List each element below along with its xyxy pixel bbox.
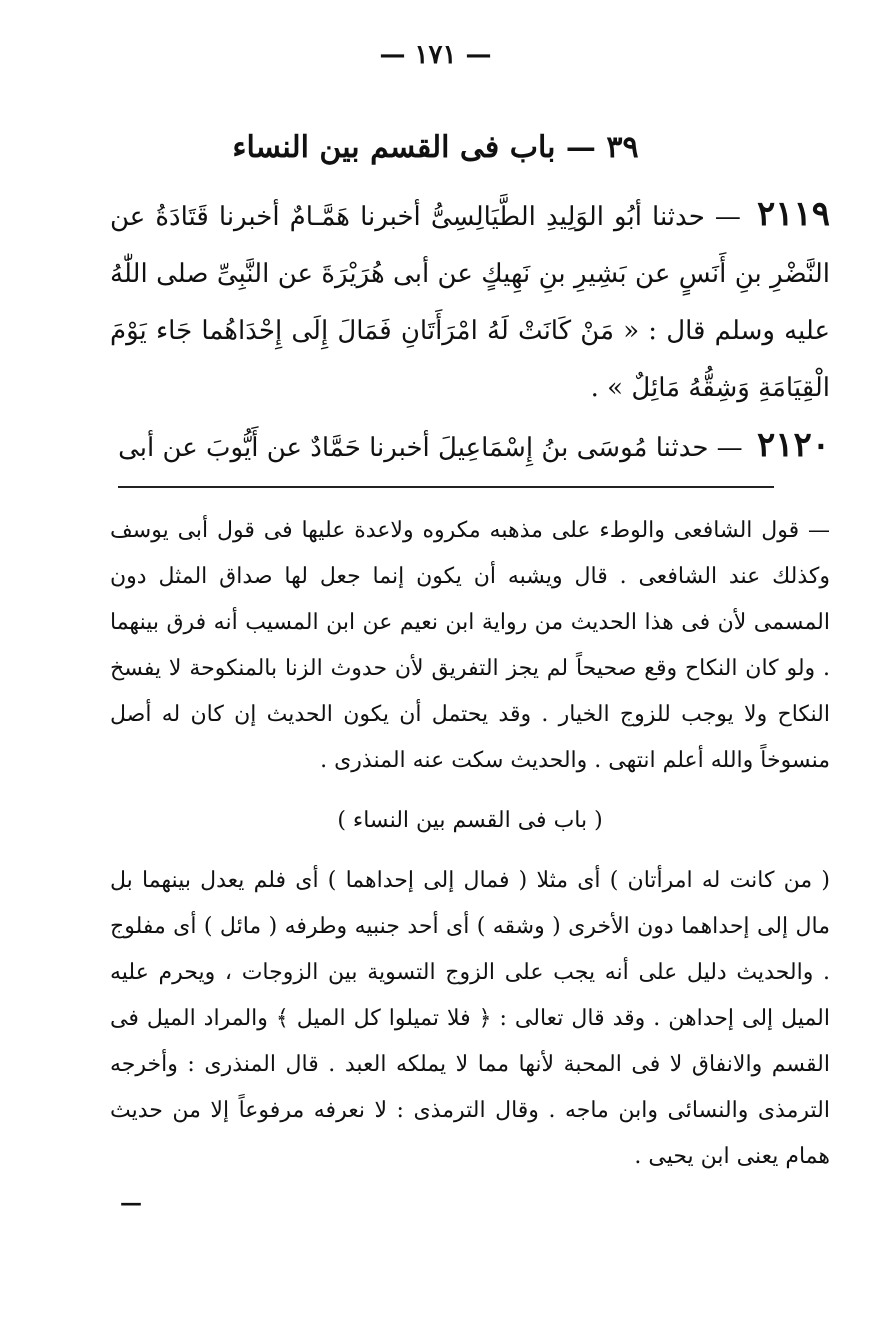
hadith-2120 [110,417,830,477]
hadith-2119 [110,186,830,417]
chapter-heading: ٣٩ — باب فى القسم بين النساء [232,130,639,165]
hadith-number: ٢١١٩ [756,194,831,234]
closing-mark: — [120,1190,142,1216]
commentary-block [110,508,830,1180]
hadith-text-block [110,186,830,477]
commentary-paragraph-1: — قول الشافعى والوطء على مذهبه مكروه ولاعدة عليها فى قول أبى يوسف وكذلك عند الشافعى . قال ويشبه أن يكون إنما جعل لها صداق المثل دون المسمى لأن فى هذا الحديث من رواية ابن نعيم عن ابن المسيب أنه فرق بينهما . ولو كان النكاح وقع صحيحاً لم يجز التفريق لأن حدوث الزنا بالمنكوحة لا يفسخ النكاح ولا يوجب للزوج الخيار . وقد يحتمل أن يكون الحديث إن كان له أصل منسوخاً والله أعلم انتهى . والحديث سكت عنه المنذرى . [110,518,830,773]
commentary-sub-heading: ( باب فى القسم بين النساء ) [337,808,603,833]
commentary-paragraph-2: ( من كانت له امرأتان ) أى مثلا ( فمال إلى إحداهما ) أى فلم يعدل بينهما بل مال إلى إحداهما دون الأخرى ( وشقه ) أى أحد جنبيه وطرفه ( مائل ) أى مفلوج . والحديث دليل على أنه يجب على الزوج التسوية بين الزوجات ، ويحرم عليه الميل إلى إحداهن . وقد قال تعالى : ﴿ فلا تميلوا كل الميل ﴾ والمراد الميل فى القسم والانفاق لا فى المحبة لأنها مما لا يملكه العبد . قال المنذرى : وأخرجه الترمذى والنسائى وابن ماجه . وقال الترمذى : لا نعرفه مرفوعاً إلا من حديث همام يعنى ابن يحيى . [110,868,830,1169]
hadith-number: ٢١٢٠ [756,425,830,465]
hadith-body: — حدثنا أبُو الوَلِيدِ الطَّيَالِسِىُّ أخبرنا هَمَّـامٌ أخبرنا قَتَادَةُ عن النَّضْرِ بنِ أَنَسٍ عن بَشِيرِ بنِ نَهِيكٍ عن أبى هُرَيْرَةَ عن النَّبِىِّ صلى اللّٰهُ عليه وسلم قال : « مَنْ كَانَتْ لَهُ امْرَأَتَانِ فَمَالَ إِلَى إِحْدَاهُما جَاء يَوْمَ الْقِيَامَةِ وَشِقُّهُ مَائِلٌ » . [110,202,831,403]
page-number: — ١٧١ — [379,40,492,70]
hadith-body: — حدثنا مُوسَى بنُ إِسْمَاعِيلَ أخبرنا حَمَّادٌ عن أَيُّوبَ عن أبى [118,433,743,463]
footnote-divider [118,486,774,488]
